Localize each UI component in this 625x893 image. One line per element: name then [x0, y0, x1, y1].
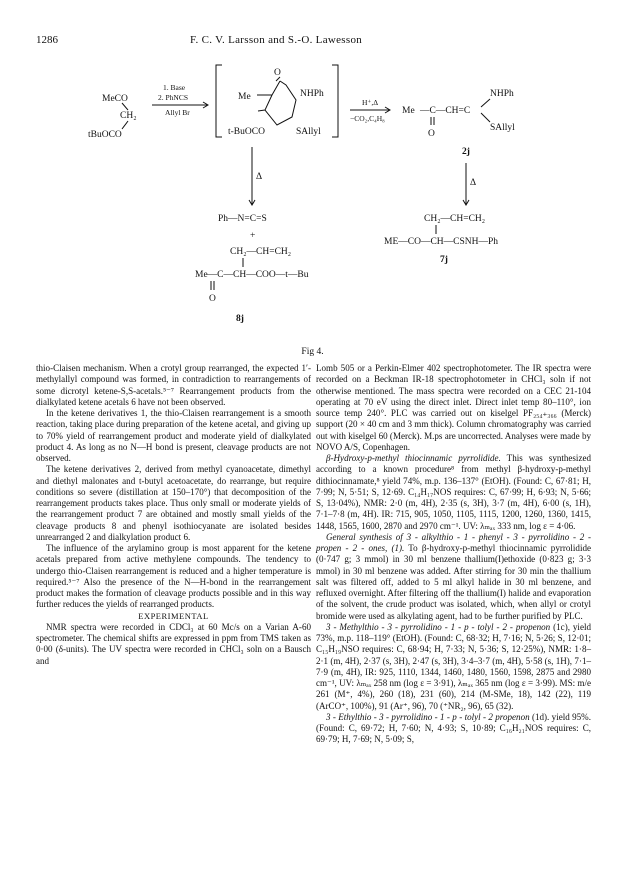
intermediate-nhph: NHPh [300, 89, 324, 99]
delta-left: Δ [256, 172, 263, 182]
col1-paragraph-2: In the ketene derivatives 1, the thio-Claisen rearrangement is a smooth reaction, taking place during preparation of the ketene acetal, and giving up to 70% yield of rearrangement product and moderate yield of dialkylated product 4. As long as no N—H bond is present, cleavage products are not observed. [36, 408, 311, 463]
col2-p2-body: This was synthesized according to a known procedure⁸ from methyl β-hydroxy-p-methyl dithiocinnamate,⁸ yield 74%, m.p. 136–137° (EtOH). (Found: C, 67·81; H, 7·99; N, 5·51; S, 12·69. C₁₄H₁₇NOS requires: C, 67·99; H, 6·93; N, 5·66; S, 13·04%), NMR: 2·0 (m, 4H), 2·35 (s, 3H), 3·7 (m, 4H), 6·00 (s, 1H), 7·1–7·8 (m, 4H). IR: 715, 905, 1050, 1105, 1115, 1200, 1260, 1360, 1415, 1448, 1565, 1600, 2870 and 2970 cm⁻¹. UV: λₘₐₓ 333 nm, log ε = 4·06. [316, 453, 592, 531]
col1-paragraph-5: NMR spectra were recorded in CDCl₃ at 60 Mc/s on a Varian A-60 spectrometer. The chemical shifts are expressed in ppm from TMS taken as 0·00 (δ-units). The UV spectra were recorded in CHCl₃ soln on a Bausch and [36, 621, 311, 666]
p7j-line3: ME—CO—CH—CSNH—Ph [384, 237, 499, 247]
col2-p5-title: 3 - Ethylthio - 3 - pyrrolidino - 1 - p - tolyl - 2 propenon [326, 711, 530, 722]
p2j-me: Me [402, 106, 415, 116]
figure-caption: Fig 4. [301, 347, 324, 357]
bracket-left [216, 65, 222, 137]
intermediate-tbuoco: t-BuOCO [228, 127, 265, 137]
intermediate-me: Me [238, 92, 251, 102]
col2-paragraph-1: Lomb 505 or a Perkin-Elmer 402 spectrophotometer. The IR spectra were recorded on a Beckman IR-18 spectrophotometer in CHCl₃ soln if not otherwise mentioned. The mass spectra were recorded on a CEC 21-104 operating at 70 eV using the direct inlet. Direct inlet temp 80–110°, ion source temp 240°. PLC was carried out on kiselgel PF₂₅₄₊₃₆₆ (Merck) support (20 × 40 cm and 3 mm thick). Column chromatography was carried out with kiselgel 60 (Merck). M.ps are uncorrected. Analyses were made by NOVO A/S, Copenhagen. [316, 363, 591, 452]
p8j-line5: Me—C—CH—COO—t—Bu [195, 270, 309, 280]
reactant-bond-bottom [122, 121, 128, 129]
p8j-line1: Ph—N=C=S [218, 214, 267, 224]
intermediate-sallyl: SAllyl [296, 127, 321, 137]
col2-paragraph-3 [316, 532, 591, 622]
col1-paragraph-1: thio-Claisen mechanism. When a crotyl group rearranged, the expected 1′-methylallyl compound was formed, in contradiction to rearrangements of some dicrotyl ketene-S,S-acetals.⁵⁻⁷ Rearrangement products from the dialkylated ketene acetals 6 have not been observed. [36, 363, 311, 407]
p2j-nhph: NHPh [490, 89, 514, 99]
p7j-line1: CH₂—CH=CH₂ [424, 214, 486, 224]
arrow1-reagent-2: 2. PhNCS [158, 93, 189, 102]
arrow2-above: H⁺,Δ [362, 98, 379, 107]
col2-paragraph-4 [316, 622, 591, 712]
col2-p5-body: (1d). yield 95%. (Found: C, 69·72; H, 7·60; N, 4·93; S, 10·89; C₁₆H₂₁NOS requires: C, 69·79; H, 7·69; N, 5·09; S, [316, 711, 591, 745]
reactant-bond-top [122, 103, 128, 110]
col2-paragraph-2 [316, 453, 591, 532]
bracket-right [332, 65, 338, 137]
col2-p3-body: To β-hydroxy-p-methyl thiocinnamic pyrrolidide (0·747 g; 3 mmol) in 30 ml benzene thallium(I)ethoxide (0·823 g; 3·3 mmol) in 30 ml benzene was added. After stirring for 30 min the thallium salt was filtered off, added to 5 ml alkyl halide in 30 ml benzene, and refluxed overnight. After filtering off the thallium(I) halide and evaporation of the solvent, the crude product was isolated, which, when allyl or crotyl bromide were used as alkylating agent, had to be further purified by PLC. [316, 543, 591, 621]
p8j-o: O [209, 294, 216, 304]
right-column [316, 363, 591, 746]
p2j-label: 2j [462, 147, 470, 157]
arrow2-below: −CO₂,C₄H₈ [350, 114, 385, 123]
intermediate-o: O [274, 68, 281, 78]
col2-p2-title: β-Hydroxy-p-methyl thiocinnamic pyrrolidide. [326, 453, 501, 463]
reaction-scheme [0, 55, 625, 345]
reactant-line1: MeCO [102, 94, 128, 104]
p8j-line3: CH₂—CH=CH₂ [230, 247, 292, 257]
col2-p4-body: (1c), yield 73%, m.p. 118–119° (EtOH). (Found: C, 68·32; H, 7·16; N, 5·26; S, 12·01; C₁₅H₁₉NSO requires: C, 68·94; H, 7·33; N, 5·36; S, 12·25%), NMR: 1·8–2·1 (m, 4H), 2·37 (s, 3H), 2·47 (s, 3H), 3·4–3·7 (m, 4H), 5·58 (s, 1H), 7·1–7·9 (m, 4H), IR: 925, 1110, 1344, 1460, 1480, 1560, 1598, 2875 and 2980 cm⁻¹, UV: λₘₐₓ 258 nm (log ε = 3·91), λₘₐₓ 365 nm (log ε = 3·99). MS: m/e 261 (M⁺, 4%), 260 (18), 231 (60), 214 (M-SMe, 18), 142 (22), 119 (ArCO⁺, 100%), 91 (Ar⁺, 96), 70 (⁺NR₂, 96), 65 (32). [316, 621, 591, 711]
experimental-heading: EXPERIMENTAL [138, 610, 209, 621]
p8j-label: 8j [236, 314, 244, 324]
reactant-line3: tBuOCO [88, 130, 122, 140]
p7j-label: 7j [440, 255, 448, 265]
p2j-o: O [428, 129, 435, 139]
reactant-line2: CH₂ [120, 111, 137, 121]
page-number: 1286 [36, 34, 58, 46]
col1-paragraph-3: The ketene derivatives 2, derived from methyl cyanoacetate, dimethyl and diethyl malonates and t-butyl acetoacetate, do rearrange, but require conditions so severe (distillation at 150–170°) that decomposition of the rearrangement products takes place. Thus only small or moderate yields of the rearrangement product 7 are obtained and mostly small yields of the cleavage products 8 and phenyl isothiocyanate are isolated besides unrearranged 2 and dialkylation product 6. [36, 464, 311, 542]
col1-paragraph-4: The influence of the arylamino group is most apparent for the ketene acetals prepared from active methylene compounds. The tendency to undergo thio-Claisen rearrangement is reduced and a higher temperature is required.⁵⁻⁷ Also the presence of the N—H-bond in the rearrangement product makes the formation of cleavage products possible and in this way further reduces the yields of rearranged products. [36, 543, 311, 610]
p2j-bond-down [481, 113, 490, 122]
col2-paragraph-5 [316, 712, 591, 746]
left-column [36, 363, 311, 667]
col2-p4-title: 3 - Methylthio - 3 - pyrrolidino - 1 - p - tolyl - 2 - propenon [326, 621, 551, 632]
p8j-plus: + [250, 231, 256, 241]
intermediate-ring [257, 81, 296, 125]
p2j-bond-up [481, 99, 490, 107]
running-head: F. C. V. Larsson and S.-O. Lawesson [190, 34, 363, 46]
col2-p3-title: General synthesis of 3 - alkylthio - 1 - phenyl - 3 - pyrrolidino - 2 - propen - 2 - ones, (1). [316, 531, 591, 553]
arrow1-reagent-1: 1. Base [163, 83, 186, 92]
delta-right: Δ [470, 178, 477, 188]
p2j-chain: —C—CH=C [420, 106, 471, 116]
p2j-sallyl: SAllyl [490, 123, 515, 133]
arrow1-reagent-3: Allyl Br [165, 108, 190, 117]
